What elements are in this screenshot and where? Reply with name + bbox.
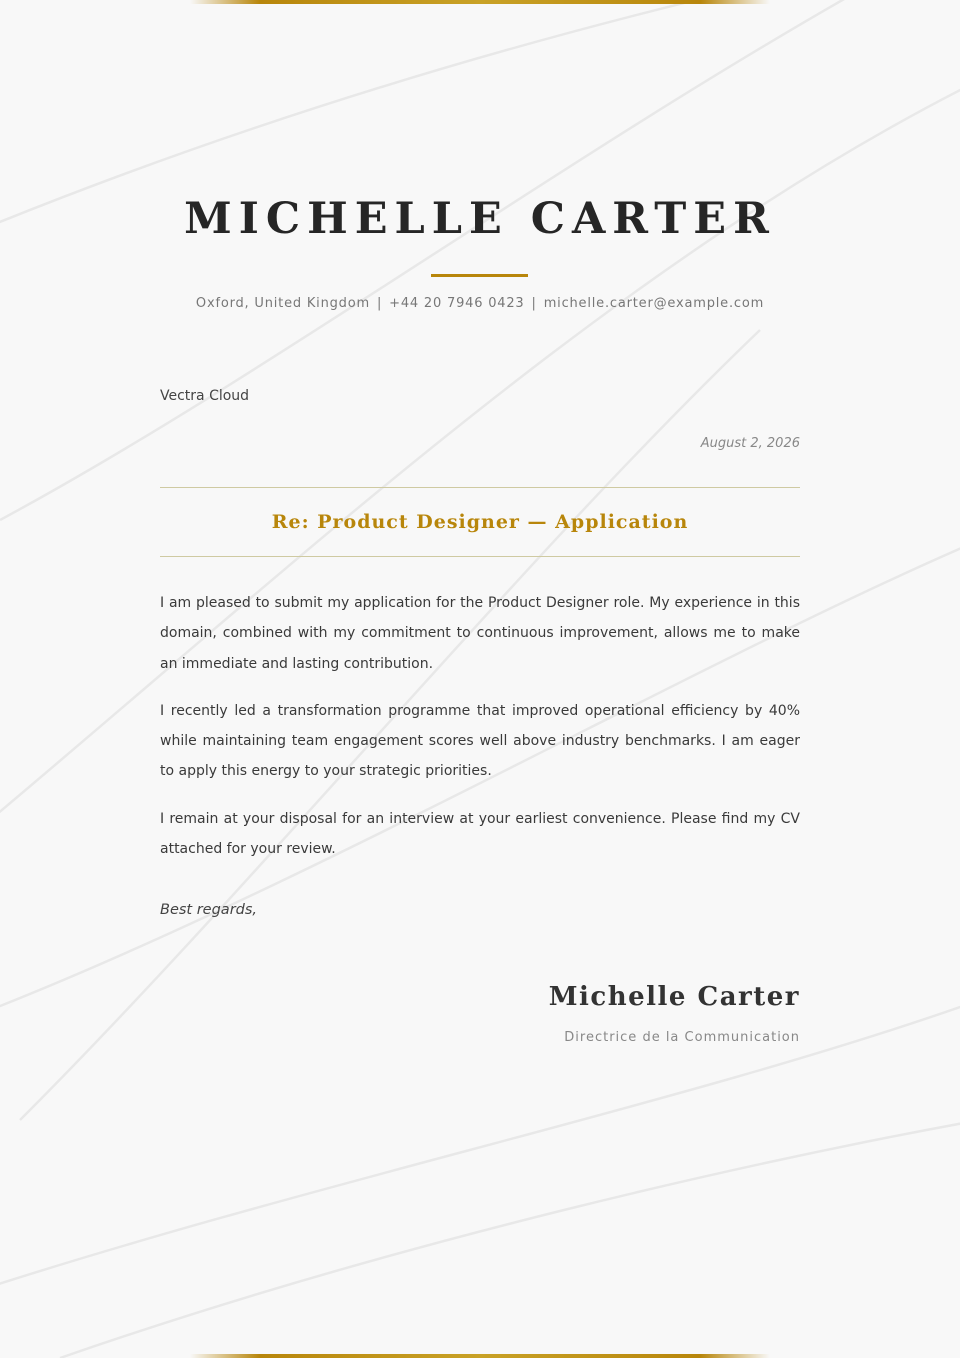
contact-separator: | [531,296,537,311]
body-paragraph: I recently led a transformation programme that improved operational efficiency by 40% while maintaining team engagement scores well above industry benchmarks. I am eager to apply this energy to your strategic priorities. [160,702,800,780]
sender-name-heading: MICHELLE CARTER [184,194,776,244]
signature-title: Directrice de la Communication [564,1030,800,1045]
contact-email: michelle.carter@example.com [543,296,765,311]
name-underline-rule [431,274,528,277]
body-paragraph: I am pleased to submit my application for the Product Designer role. My experience in this domain, combined with my commitment to continuous improvement, allows me to make an immediate and lasting contribution. [160,595,800,672]
closing-salutation: Best regards, [160,902,258,918]
letter-body [160,588,800,881]
body-paragraph: I remain at your disposal for an interview at your earliest convenience. Please find my CV attached for your review. [160,810,800,858]
contact-line [160,296,800,311]
contact-location: Oxford, United Kingdom [195,296,370,311]
letter-content [160,0,800,1358]
letter-date: August 2, 2026 [700,436,800,451]
contact-phone: +44 20 7946 0423 [389,296,525,311]
subject-line: Re: Product Designer — Application [271,511,689,533]
contact-separator: | [376,296,383,311]
signature-name: Michelle Carter [548,982,800,1012]
recipient: Vectra Cloud [160,388,250,404]
subject-box [160,487,800,557]
